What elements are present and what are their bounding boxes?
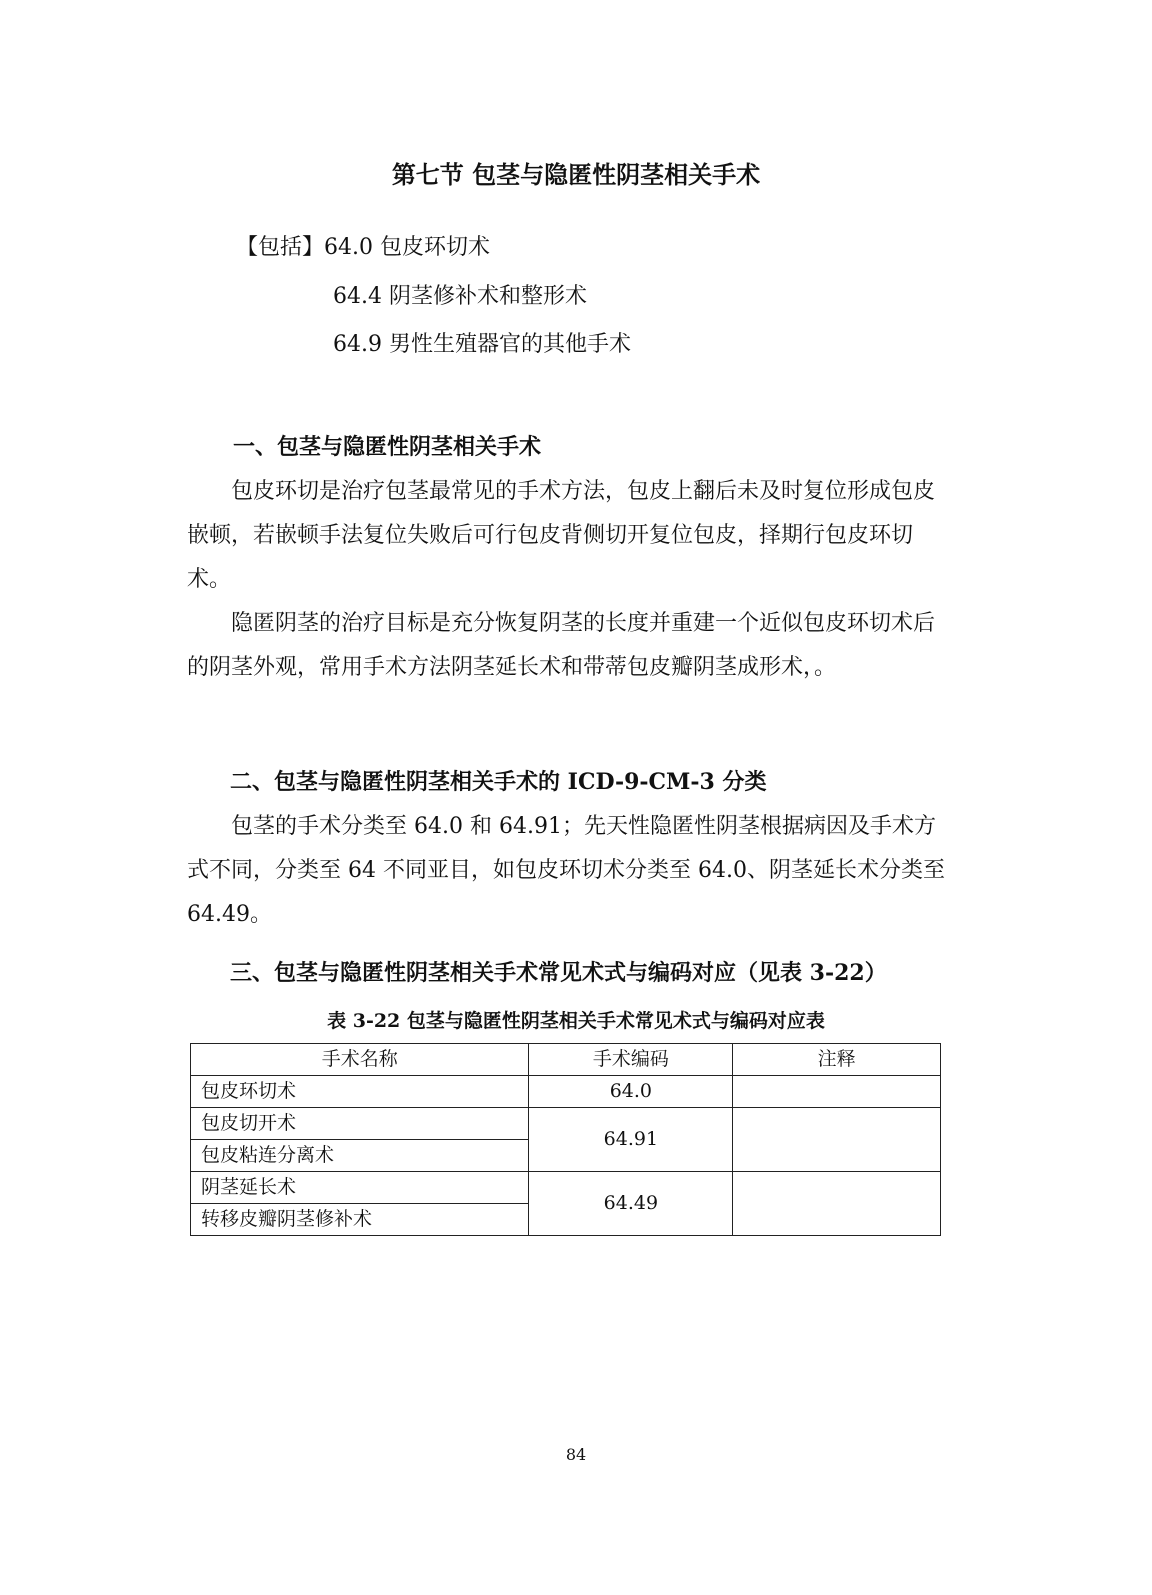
includes-label: 【包括】64.0 包皮环切术: [236, 235, 490, 260]
section-heading-3: 三、包茎与隐匿性阴茎相关手术常见术式与编码对应（见表 3-22）: [230, 960, 887, 986]
procedure-name-cell: 包皮粘连分离术: [191, 1140, 529, 1172]
include-item: 64.9 男性生殖器官的其他手术: [333, 332, 631, 357]
column-header: 手术名称: [191, 1044, 529, 1076]
procedure-code-cell: 64.49: [529, 1172, 733, 1236]
paragraph: 隐匿阴茎的治疗目标是充分恢复阴茎的长度并重建一个近似包皮环切术后的阴茎外观，常用手术方法阴茎延长术和带蒂包皮瓣阴茎成形术，。: [187, 611, 936, 680]
table-header-row: [191, 1044, 941, 1076]
column-header: 手术编码: [529, 1044, 733, 1076]
section-1-body: [187, 470, 947, 690]
table-caption: 表 3-22 包茎与隐匿性阴茎相关手术常见术式与编码对应表: [327, 1010, 825, 1032]
table-row: [191, 1172, 941, 1204]
page-title: 第七节 包茎与隐匿性阴茎相关手术: [391, 160, 761, 189]
procedure-code-cell: 64.91: [529, 1108, 733, 1172]
procedure-name-cell: 包皮环切术: [191, 1076, 529, 1108]
section-heading-1: 一、包茎与隐匿性阴茎相关手术: [233, 434, 542, 460]
note-cell: [733, 1108, 941, 1172]
page-number: 84: [565, 1445, 587, 1464]
note-cell: [733, 1172, 941, 1236]
procedure-code-cell: 64.0: [529, 1076, 733, 1108]
code-table: [190, 1043, 941, 1236]
procedure-name-cell: 阴茎延长术: [191, 1172, 529, 1204]
paragraph: 包茎的手术分类至 64.0 和 64.91；先天性隐匿性阴茎根据病因及手术方式不同，分类至 64 不同亚目，如包皮环切术分类至 64.0、阴茎延长术分类至 64.49。: [187, 814, 945, 927]
section-2-body: [187, 805, 947, 937]
table-row: [191, 1108, 941, 1140]
note-cell: [733, 1076, 941, 1108]
column-header: 注释: [733, 1044, 941, 1076]
procedure-name-cell: 转移皮瓣阴茎修补术: [191, 1204, 529, 1236]
table-row: [191, 1076, 941, 1108]
include-item: 64.4 阴茎修补术和整形术: [333, 284, 587, 309]
paragraph: 包皮环切是治疗包茎最常见的手术方法，包皮上翻后未及时复位形成包皮嵌顿，若嵌顿手法复位失败后可行包皮背侧切开复位包皮，择期行包皮环切术。: [187, 479, 936, 592]
section-heading-2: 二、包茎与隐匿性阴茎相关手术的 ICD-9-CM-3 分类: [230, 769, 767, 795]
procedure-name-cell: 包皮切开术: [191, 1108, 529, 1140]
